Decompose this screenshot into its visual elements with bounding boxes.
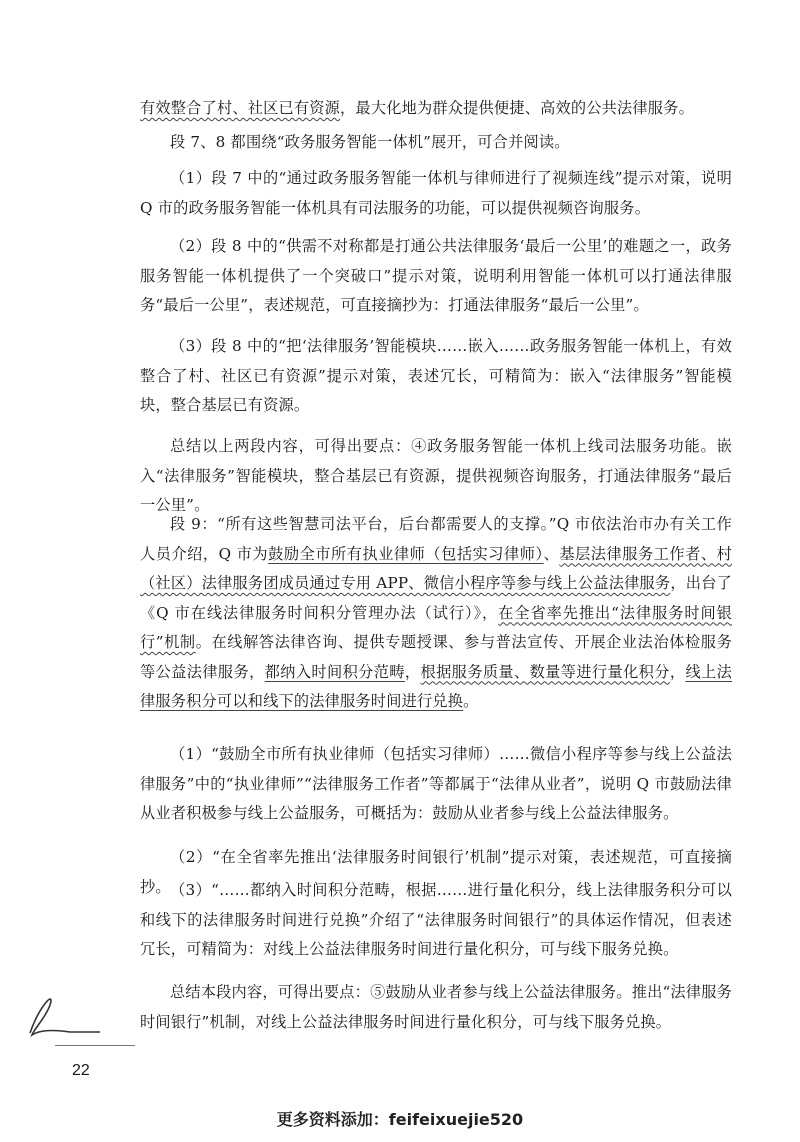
text-run: 、	[543, 544, 560, 563]
underlined-phrase: 在全省率先推出“法律服务时间银行”机制	[140, 603, 733, 651]
text-run: 。	[463, 692, 479, 710]
underlined-phrase: 鼓励全市所有执业律师（包括实习律师）	[268, 544, 544, 563]
paragraph-point-9-3: （3）“……都纳入时间积分范畴，根据……进行量化积分，线上法律服务积分可以和线下的法律服务时间进行兑换”介绍了“法律服务时间银行”的具体运作情况，但表述冗长，可精简为：对线上公益法律服务时间进行量化积分，可与线下服务兑换。	[140, 881, 732, 958]
divider-line	[55, 1045, 135, 1046]
paragraph-point-1: （1）段 7 中的“通过政务服务智能一体机与律师进行了视频连线”提示对策，说明 Q 市的政务服务智能一体机具有司法服务的功能，可以提供视频咨询服务。	[140, 169, 732, 217]
paragraph-point-9-1: （1）“鼓励全市所有执业律师（包括实习律师）……微信小程序等参与线上公益法律服务”中的“执业律师”“法律服务工作者”等都属于“法律从业者”，说明 Q 市鼓励法律从业者积极参与线上公益服务，可概括为：鼓励从业者参与线上公益法律服务。	[140, 745, 732, 822]
text-run: ，	[669, 662, 686, 681]
underlined-phrase: 线上法律服务积分可以和线下的法律服务时间进行兑换	[140, 662, 732, 710]
paragraph-point-3: （3）段 8 中的“把‘法律服务’智能模块……嵌入……政务服务智能一体机上，有效整合了村、社区已有资源”提示对策，表述冗长，可精简为：嵌入“法律服务”智能模块，整合基层已有资源。	[140, 337, 732, 414]
underlined-phrase: 根据服务质量、数量等进行量化积分	[420, 662, 670, 681]
text-run: ，	[404, 662, 421, 681]
footer-watermark: 更多资料添加：feifeixuejie520	[276, 1110, 524, 1129]
underlined-phrase: 基层法律服务工作者、村（社区）法律服务团成员通过专用 APP、微信小程序等参与线上公益法律服务	[140, 544, 733, 592]
paragraph-duan9	[140, 510, 732, 717]
page-number: 22	[72, 1062, 90, 1079]
paragraph-summary-2: 总结本段内容，可得出要点：⑤鼓励从业者参与线上公益法律服务。推出“法律服务时间银行”机制，对线上公益法律服务时间进行量化积分，可与线下服务兑换。	[140, 983, 732, 1031]
paragraph-point-2: （2）段 8 中的“供需不对称都是打通公共法律服务‘最后一公里’的难题之一，政务服务智能一体机提供了一个突破口”提示对策，说明利用智能一体机可以打通法律服务“最后一公里”，表述规范，可直接摘抄为：打通法律服务“最后一公里”。	[140, 237, 732, 314]
text-run: ，出台了《Q 市在线法律服务时间积分管理办法（试行）》，	[140, 574, 732, 622]
underlined-phrase: 有效整合了村、社区已有资源	[140, 99, 341, 117]
text-run: 段 9：“所有这些智慧司法平台，后台都需要人的支撑。”Q 市依法治市办有关工作人员介绍，Q 市为	[140, 515, 732, 563]
underlined-phrase: 都纳入时间积分范畴	[264, 662, 405, 681]
handwritten-mark-icon	[20, 985, 140, 1045]
paragraph-continuation	[140, 94, 732, 124]
paragraph-point-9-2: （2）“在全省率先推出‘法律服务时间银行’机制”提示对策，表述规范，可直接摘抄。	[140, 848, 732, 896]
paragraph-duan78: 段 7、8 都围绕“政务服务智能一体机”展开，可合并阅读。	[170, 133, 570, 151]
text-run: 。在线解答法律咨询、提供专题授课、参与普法宣传、开展企业法治体检服务等公益法律服务，	[140, 633, 732, 681]
text-run: ，最大化地为群众提供便捷、高效的公共法律服务。	[340, 99, 694, 117]
paragraph-summary-1: 总结以上两段内容，可得出要点：④政务服务智能一体机上线司法服务功能。嵌入“法律服务”智能模块，整合基层已有资源，提供视频咨询服务，打通法律服务“最后一公里”。	[140, 437, 732, 514]
